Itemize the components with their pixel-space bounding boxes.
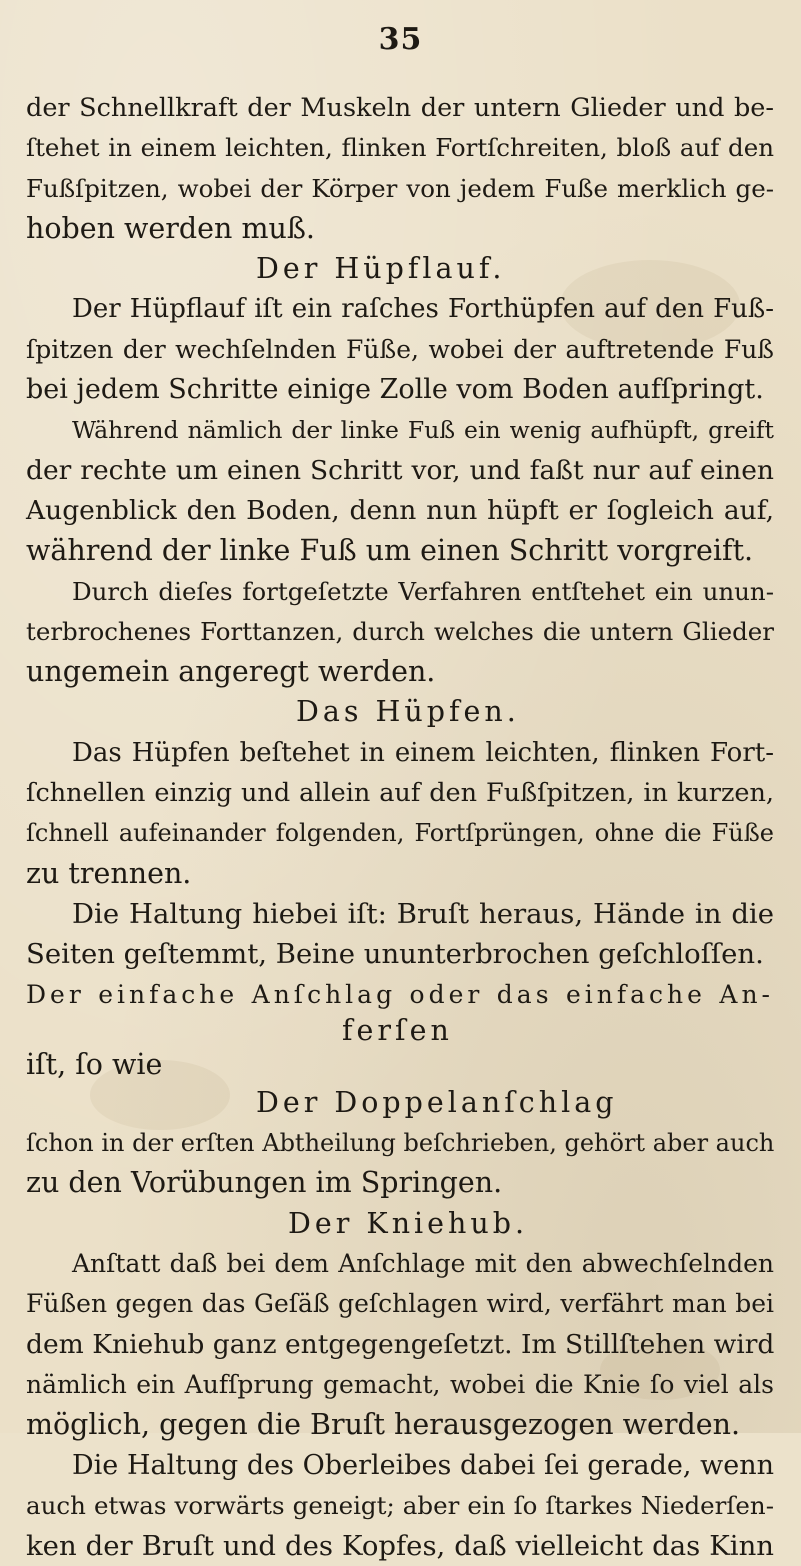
text-line: ſchon in der erſten Abtheilung beſchrieben, gehört aber auch	[26, 1129, 775, 1158]
section-heading-kniehub: Der Kniehub.	[288, 1206, 529, 1240]
page-number: 35	[378, 22, 423, 57]
text-line: Das Hüpfen beſtehet in einem leichten, flinken Fort-	[72, 737, 774, 768]
text-line: Füßen gegen das Geſäß geſchlagen wird, verfährt man bei	[26, 1289, 774, 1319]
text-line: Die Haltung hiebei iſt: Bruſt heraus, Hände in die	[72, 897, 774, 930]
section-heading-einfacher-anschlag: Der einfache Anſchlag oder das einfache An-	[26, 979, 774, 1009]
text-line: der rechte um einen Schritt vor, und faßt nur auf einen	[26, 454, 774, 486]
text-line: Anſtatt daß bei dem Anſchlage mit den abwechſelnden	[72, 1249, 774, 1279]
text-line: iſt, ſo wie	[26, 1047, 163, 1081]
text-line: der Schnellkraft der Muskeln der untern Glieder und be-	[26, 93, 774, 123]
text-line: während der linke Fuß um einen Schritt vorgreift.	[26, 534, 754, 568]
section-heading-huepfen: Das Hüpfen.	[296, 695, 520, 729]
section-heading-anfersen: ferſen	[342, 1013, 453, 1047]
text-line: ſchnell aufeinander folgenden, Fortſprüngen, ohne die Füße	[26, 819, 774, 848]
text-line: nämlich ein Aufſprung gemacht, wobei die Knie ſo viel als	[26, 1369, 774, 1399]
text-line: hoben werden muß.	[26, 211, 315, 245]
text-line: bei jedem Schritte einige Zolle vom Boden aufſpringt.	[26, 374, 764, 406]
text-line: Die Haltung des Oberleibes dabei ſei gerade, wenn	[72, 1449, 774, 1481]
text-line: Der Hüpflauf iſt ein raſches Forthüpfen auf den Fuß-	[72, 294, 774, 325]
text-line: ſtehet in einem leichten, flinken Fortſchreiten, bloß auf den	[26, 133, 774, 163]
text-line: dem Kniehub ganz entgegengeſetzt. Im Stillſtehen wird	[26, 1328, 775, 1360]
text-line: Durch dieſes fortgeſetzte Verfahren entſtehet ein unun-	[72, 576, 774, 606]
text-line: auch etwas vorwärts geneigt; aber ein ſo ſtarkes Niederſen-	[26, 1490, 774, 1520]
text-line: ken der Bruſt und des Kopfes, daß vielleicht das Kinn	[26, 1530, 774, 1563]
section-heading-doppelanschlag: Der Doppelanſchlag	[256, 1085, 618, 1119]
text-line: ungemein angeregt werden.	[26, 655, 436, 689]
section-heading-huepflauf: Der Hüpflauf.	[256, 252, 506, 286]
text-line: möglich, gegen die Bruſt herausgezogen werden.	[26, 1408, 741, 1442]
text-line: zu trennen.	[26, 856, 192, 890]
text-line: Seiten geſtemmt, Beine ununterbrochen geſchloſſen.	[26, 938, 764, 971]
text-line: Fußſpitzen, wobei der Körper von jedem Fuße merklich ge-	[26, 173, 774, 203]
text-line: terbrochenes Forttanzen, durch welches die untern Glieder	[26, 616, 774, 646]
text-line: Augenblick den Boden, denn nun hüpft er ſogleich auf,	[26, 494, 774, 526]
text-line: Während nämlich der linke Fuß ein wenig aufhüpft, greift	[72, 416, 774, 445]
text-line: zu den Vorübungen im Springen.	[26, 1166, 503, 1200]
page-content	[26, 88, 774, 1566]
text-line: ſpitzen der wechſelnden Füße, wobei der auftretende Fuß	[26, 334, 774, 364]
text-line: ſchnellen einzig und allein auf den Fußſpitzen, in kurzen,	[26, 778, 774, 809]
